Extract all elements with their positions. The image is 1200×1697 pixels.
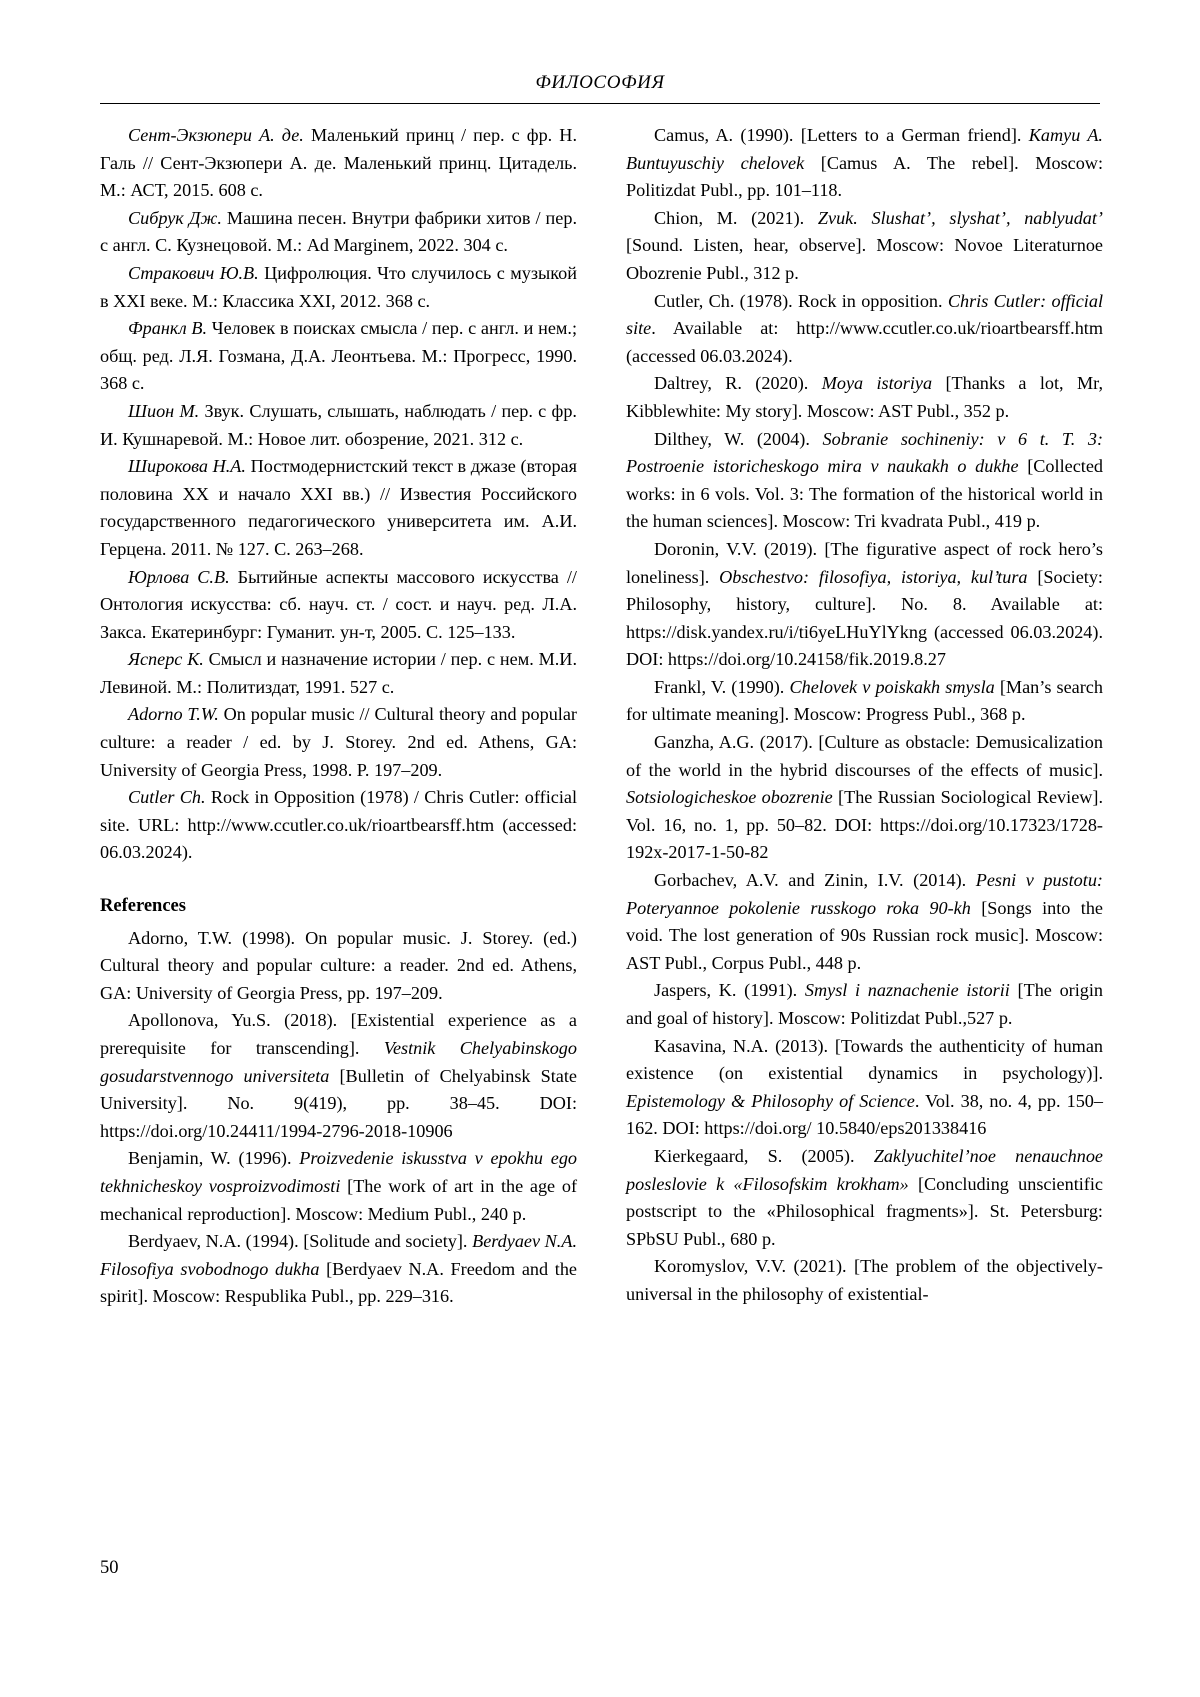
reference-part: [Thanks a lot, Mr, Kibblewhite: My story]. Moscow: AST Publ., 352 p. (626, 373, 1103, 421)
reference-part: [The Russian Sociological Review]. Vol. 16, no. 1, pp. 50–82. DOI: https://doi.org/10.17323/1728-192x-2017-1-50-82 (626, 787, 1104, 863)
reference-part: Jaspers, K. (1991). (654, 980, 805, 1001)
reference-part: . Available at: http://www.ccutler.co.uk/rioartbearsff.htm (accessed 06.03.2024). (626, 318, 1103, 366)
bibliography-entry (100, 122, 577, 205)
entry-author: Юрлова С.В. (128, 566, 230, 587)
entry-text: Rock in Opposition (1978) / Chris Cutler: official site. URL: http://www.ccutler.co.uk/rioartbearsff.htm (accessed: 06.03.2024). (100, 787, 577, 863)
reference-part: Dilthey, W. (2004). (654, 428, 823, 449)
bibliography-entry (100, 398, 577, 453)
reference-part: Gorbachev, A.V. and Zinin, I.V. (2014). (654, 870, 976, 891)
entry-text: Бытийные аспекты массового искусства // Онтология искусства: сб. науч. ст. / сост. и науч. ред. Л.А. Закса. Екатеринбург: Гуманит. ун-т, 2005. С. 125–133. (100, 566, 577, 642)
entry-text: Звук. Слушать, слышать, наблюдать / пер. с фр. И. Кушнаревой. М.: Новое лит. обозрение, 2021. 312 с. (100, 400, 577, 449)
reference-part: Koromyslov, V.V. (2021). [The problem of the objectively-universal in the philosophy of existential- (626, 1256, 1103, 1304)
reference-part: [Man’s search for ultimate meaning]. Moscow: Progress Publ., 368 p. (626, 676, 1103, 725)
reference-part: Doronin, V.V. (2019). [The figurative aspect of rock hero’s loneliness]. (626, 538, 1103, 587)
entry-author: Сибрук Дж. (128, 207, 222, 228)
entry-text: Смысл и назначение истории / пер. с нем. М.И. Левиной. М.: Политиздат, 1991. 527 с. (100, 649, 577, 697)
reference-entry (100, 1007, 577, 1145)
reference-entry (626, 729, 1103, 867)
bibliography-entry (100, 564, 577, 647)
reference-part: Kasavina, N.A. (2013). [Towards the authenticity of human existence (on existential dynamics in psychology)]. (626, 1035, 1103, 1084)
entry-author: Cutler Ch. (128, 787, 206, 808)
reference-entry (626, 1033, 1103, 1143)
reference-entry (100, 1228, 577, 1311)
reference-part: [Songs into the void. The lost generation of 90s Russian rock music]. Moscow: AST Publ., Corpus Publ., 448 p. (626, 897, 1103, 973)
bibliography-entry (100, 701, 577, 784)
reference-part: Benjamin, W. (1996). (128, 1148, 300, 1169)
reference-part: Daltrey, R. (2020). (654, 373, 822, 394)
reference-entry (626, 426, 1103, 536)
entry-author: Ясперс К. (128, 649, 204, 670)
reference-part-italic: Vestnik Chelyabinskogo gosudarstvennogo universiteta (100, 1038, 577, 1086)
reference-part-italic: Chris Cutler: official site (626, 290, 1104, 339)
reference-part: Kierkegaard, S. (2005). (654, 1145, 874, 1166)
reference-part: [Society: Philosophy, history, culture]. No. 8. Available at: https://disk.yandex.ru/i/ti6yeLHuYlYkng (accessed 06.03.2024). DOI: https://doi.org/10.24158/fik.2019.8.27 (626, 566, 1103, 670)
reference-part: [Collected works: in 6 vols. Vol. 3: The formation of the historical world in the human sciences]. Moscow: Tri kvadrata Publ., 419 p. (626, 456, 1103, 532)
bibliography-entry (100, 260, 577, 315)
reference-part-italic: Zvuk. Slushat’, slyshat’, nablyudat’ (817, 207, 1103, 228)
reference-part: Frankl, V. (1990). (654, 676, 790, 697)
reference-entry (626, 977, 1103, 1032)
bibliography-entry (100, 205, 577, 260)
bibliography-entry (100, 315, 577, 398)
reference-part: [Bulletin of Chelyabinsk State University]. No. 9(419), pp. 38–45. DOI: https://doi.org/10.24411/1994-2796-2018-10906 (100, 1065, 577, 1141)
right-column (626, 122, 1103, 1311)
reference-part: [Sound. Listen, hear, observe]. Moscow: Novoe Literaturnoe Obozrenie Publ., 312 p. (626, 235, 1103, 283)
left-column (100, 122, 577, 1311)
page-number: 50 (100, 1558, 119, 1578)
reference-part-italic: Moya istoriya (821, 373, 933, 394)
reference-part: [Concluding unscientific postscript to the «Philosophical fragments»]. St. Petersburg: SPbSU Publ., 680 p. (626, 1173, 1103, 1249)
reference-part-italic: Obschestvo: filosofiya, istoriya, kul’tura (719, 566, 1028, 587)
reference-part-italic: Chelovek v poiskakh smysla (789, 676, 995, 697)
entry-text: Маленький принц / пер. с фр. Н. Галь // Сент-Экзюпери А. де. Маленький принц. Цитадель. М.: АСТ, 2015. 608 с. (100, 125, 577, 201)
two-column-body (100, 122, 1103, 1311)
bibliography-entry (100, 646, 577, 701)
reference-part-italic: Sobranie sochineniy: v 6 t. T. 3: Postroenie istoricheskogo mira v naukakh o dukhe (626, 428, 1104, 477)
header-rule (100, 103, 1100, 104)
reference-part: Apollonova, Yu.S. (2018). [Existential experience as a prerequisite for transcending]. (100, 1010, 577, 1058)
reference-part-italic: Epistemology & Philosophy of Science (626, 1090, 915, 1111)
reference-part: Berdyaev, N.A. (1994). [Solitude and society]. (128, 1231, 473, 1252)
reference-entry (100, 925, 577, 1008)
reference-part-italic: Berdyaev N.A. Filosofiya svobodnogo dukha (100, 1231, 577, 1279)
reference-part: [The origin and goal of history]. Moscow: Politizdat Publ.,527 p. (626, 980, 1104, 1028)
bibliography-entry (100, 784, 577, 867)
reference-part: [Berdyaev N.A. Freedom and the spirit]. Moscow: Respublika Publ., pp. 229–316. (100, 1258, 577, 1307)
reference-part-italic: Kamyu A. Buntuyuschiy chelovek (626, 125, 1103, 173)
reference-entry (626, 205, 1103, 288)
reference-part: Camus, A. (1990). [Letters to a German friend]. (654, 125, 1029, 145)
reference-entry (626, 1253, 1103, 1308)
references-heading: References (100, 896, 186, 917)
entry-author: Франкл В. (128, 318, 208, 339)
reference-part: Ganzha, A.G. (2017). [Culture as obstacle: Demusicalization of the world in the hybrid discourses of the effects of music]. (626, 732, 1103, 780)
reference-entry (626, 867, 1103, 977)
entry-author: Сент-Экзюпери А. де. (128, 125, 304, 145)
reference-part: Adorno, T.W. (1998). On popular music. J. Storey. (ed.) Cultural theory and popular culture: a reader. 2nd ed. Athens, GA: University of Georgia Press, pp. 197–209. (100, 927, 577, 1003)
reference-entry (626, 122, 1103, 205)
entry-text: Цифролюция. Что случилось с музыкой в XXI веке. М.: Классика XXI, 2012. 368 с. (100, 262, 577, 311)
reference-entry (626, 288, 1103, 371)
reference-part: [The work of art in the age of mechanical reproduction]. Moscow: Medium Publ., 240 p. (100, 1175, 577, 1224)
reference-entry (626, 674, 1103, 729)
entry-author: Adorno T.W. (128, 704, 219, 725)
reference-part: . Vol. 38, no. 4, pp. 150–162. DOI: https://doi.org/ 10.5840/eps201338416 (626, 1090, 1103, 1139)
entry-author: Стракович Ю.В. (128, 262, 259, 283)
reference-part: Cutler, Ch. (1978). Rock in opposition. (654, 290, 948, 311)
reference-part-italic: Smysl i naznachenie istorii (804, 980, 1010, 1001)
reference-part-italic: Sotsiologicheskoe obozrenie (626, 787, 833, 808)
reference-entry (626, 1143, 1103, 1253)
running-head: ФИЛОСОФИЯ (535, 72, 665, 93)
entry-author: Шион М. (128, 400, 200, 421)
entry-text: Машина песен. Внутри фабрики хитов / пер. с англ. С. Кузнецовой. М.: Ad Marginem, 2022. 304 с. (100, 207, 578, 256)
bibliography-entry (100, 453, 577, 563)
reference-entry (100, 1145, 577, 1228)
reference-entry (626, 370, 1103, 425)
reference-part: [Camus A. The rebel]. Moscow: Politizdat Publ., pp. 101–118. (626, 152, 1103, 201)
entry-text: On popular music // Cultural theory and popular culture: a reader / ed. by J. Storey. 2nd ed. Athens, GA: University of Georgia Press, 1998. P. 197–209. (100, 704, 577, 780)
reference-part-italic: Proizvedenie iskusstva v epokhu ego tekhnicheskoy vosproizvodimosti (100, 1148, 578, 1196)
reference-entry (626, 536, 1103, 674)
reference-part-italic: Zaklyuchitel’noe nenauchnoe posleslovie k «Filosofskim krokham» (626, 1145, 1103, 1194)
entry-author: Широкова Н.А. (128, 456, 246, 477)
reference-part-italic: Pesni v pustotu: Poteryannoe pokolenie russkogo roka 90-kh (626, 870, 1103, 918)
entry-text: Человек в поисках смысла / пер. с англ. и нем.; общ. ред. Л.Я. Гозмана, Д.А. Леонтьева. М.: Прогресс, 1990. 368 с. (100, 318, 578, 394)
entry-text: Постмодернистский текст в джазе (вторая половина XX и начало XXI вв.) // Известия Российского государственного педагогического университета им. А.И. Герцена. 2011. № 127. С. 263–268. (100, 456, 577, 559)
reference-part: Chion, M. (2021). (654, 207, 818, 228)
